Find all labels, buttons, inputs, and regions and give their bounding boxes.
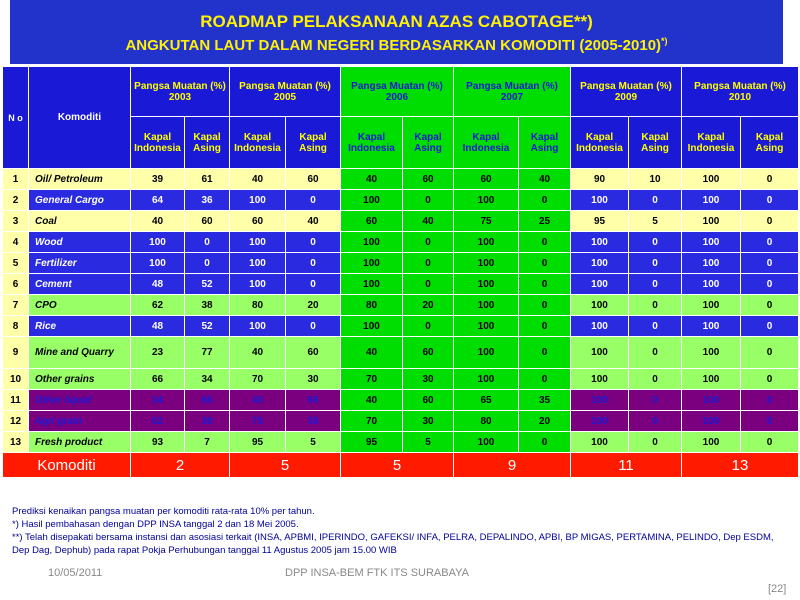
share-cell: 0: [741, 232, 799, 253]
table-row: [3, 232, 799, 253]
table-row: [3, 390, 799, 411]
share-cell: 0: [741, 190, 799, 211]
header-komoditi: Komoditi: [29, 67, 131, 169]
share-cell: 0: [741, 274, 799, 295]
share-cell: 0: [185, 232, 230, 253]
roadmap-table: [2, 66, 799, 478]
share-cell: 40: [230, 390, 286, 411]
share-cell: 0: [629, 411, 682, 432]
share-cell: 40: [403, 211, 454, 232]
share-cell: 100: [682, 274, 741, 295]
header-year-2005: Pangsa Muatan (%) 2005: [230, 67, 341, 117]
share-cell: 100: [230, 190, 286, 211]
commodity-name: General Cargo: [29, 190, 131, 211]
share-cell: 40: [286, 211, 341, 232]
share-cell: 0: [741, 390, 799, 411]
share-cell: 100: [230, 274, 286, 295]
share-cell: 38: [185, 295, 230, 316]
share-cell: 52: [185, 274, 230, 295]
table-row: [3, 316, 799, 337]
share-cell: 0: [519, 295, 571, 316]
share-cell: 100: [454, 232, 519, 253]
share-cell: 100: [682, 211, 741, 232]
share-cell: 0: [629, 390, 682, 411]
share-cell: 95: [571, 211, 629, 232]
share-cell: 38: [185, 411, 230, 432]
share-cell: 100: [454, 295, 519, 316]
share-cell: 0: [286, 274, 341, 295]
share-cell: 48: [131, 274, 185, 295]
summary-row: [3, 453, 799, 478]
commodity-name: CPO: [29, 295, 131, 316]
share-cell: 0: [741, 295, 799, 316]
share-cell: 100: [454, 432, 519, 453]
footer-date: 10/05/2011: [48, 567, 103, 579]
share-cell: 60: [403, 337, 454, 369]
share-cell: 0: [629, 337, 682, 369]
share-cell: 100: [230, 253, 286, 274]
share-cell: 10: [629, 169, 682, 190]
share-cell: 100: [230, 316, 286, 337]
share-cell: 0: [185, 253, 230, 274]
share-cell: 60: [286, 337, 341, 369]
share-cell: 0: [519, 232, 571, 253]
summary-value-2006: 5: [341, 453, 454, 478]
title-line2-sup: *): [661, 36, 668, 46]
share-cell: 40: [131, 211, 185, 232]
share-cell: 100: [454, 337, 519, 369]
sub-asing: Kapal Asing: [741, 117, 799, 169]
page-number: [22]: [768, 583, 787, 595]
table-row: [3, 369, 799, 390]
share-cell: 39: [131, 169, 185, 190]
share-cell: 25: [519, 211, 571, 232]
share-cell: 60: [454, 169, 519, 190]
share-cell: 100: [571, 253, 629, 274]
row-number: 5: [3, 253, 29, 274]
share-cell: 0: [629, 295, 682, 316]
summary-label: Komoditi: [3, 453, 131, 478]
share-cell: 70: [230, 369, 286, 390]
share-cell: 100: [454, 369, 519, 390]
share-cell: 30: [286, 411, 341, 432]
share-cell: 23: [131, 337, 185, 369]
row-number: 11: [3, 390, 29, 411]
share-cell: 0: [741, 316, 799, 337]
table-row: [3, 295, 799, 316]
share-cell: 34: [185, 369, 230, 390]
share-cell: 0: [519, 432, 571, 453]
sub-asing: Kapal Asing: [629, 117, 682, 169]
share-cell: 40: [230, 337, 286, 369]
commodity-name: Cement: [29, 274, 131, 295]
share-cell: 0: [629, 432, 682, 453]
share-cell: 0: [629, 190, 682, 211]
share-cell: 64: [131, 190, 185, 211]
commodity-name: Oil/ Petroleum: [29, 169, 131, 190]
share-cell: 0: [403, 316, 454, 337]
share-cell: 34: [131, 390, 185, 411]
share-cell: 40: [519, 169, 571, 190]
share-cell: 100: [682, 390, 741, 411]
commodity-name: Wood: [29, 232, 131, 253]
sub-indonesia: Kapal Indonesia: [230, 117, 286, 169]
table-row: [3, 211, 799, 232]
share-cell: 80: [230, 295, 286, 316]
share-cell: 100: [131, 232, 185, 253]
share-cell: 35: [519, 390, 571, 411]
share-cell: 100: [682, 232, 741, 253]
title-line1: ROADMAP PELAKSANAAN AZAS CABOTAGE**): [200, 12, 593, 31]
share-cell: 100: [682, 432, 741, 453]
sub-indonesia: Kapal Indonesia: [682, 117, 741, 169]
share-cell: 100: [682, 295, 741, 316]
share-cell: 0: [519, 274, 571, 295]
share-cell: 0: [403, 253, 454, 274]
share-cell: 100: [571, 274, 629, 295]
share-cell: 100: [682, 190, 741, 211]
share-cell: 7: [185, 432, 230, 453]
share-cell: 100: [341, 316, 403, 337]
sub-indonesia: Kapal Indonesia: [454, 117, 519, 169]
share-cell: 0: [286, 316, 341, 337]
row-number: 3: [3, 211, 29, 232]
share-cell: 100: [682, 369, 741, 390]
share-cell: 60: [185, 211, 230, 232]
share-cell: 90: [571, 169, 629, 190]
share-cell: 36: [185, 190, 230, 211]
share-cell: 0: [403, 190, 454, 211]
share-cell: 95: [341, 432, 403, 453]
commodity-name: Rice: [29, 316, 131, 337]
share-cell: 100: [682, 316, 741, 337]
share-cell: 100: [341, 232, 403, 253]
header-year-2007: Pangsa Muatan (%) 2007: [454, 67, 571, 117]
share-cell: 100: [341, 190, 403, 211]
share-cell: 52: [185, 316, 230, 337]
footer-center: DPP INSA-BEM FTK ITS SURABAYA: [285, 567, 469, 579]
share-cell: 0: [519, 190, 571, 211]
share-cell: 0: [629, 253, 682, 274]
sub-indonesia: Kapal Indonesia: [571, 117, 629, 169]
share-cell: 100: [571, 411, 629, 432]
share-cell: 100: [230, 232, 286, 253]
row-number: 12: [3, 411, 29, 432]
table-row: [3, 432, 799, 453]
note-1: Prediksi kenaikan pangsa muatan per komoditi rata-rata 10% per tahun.: [12, 506, 315, 517]
share-cell: 80: [454, 411, 519, 432]
row-number: 1: [3, 169, 29, 190]
row-number: 2: [3, 190, 29, 211]
share-cell: 0: [519, 337, 571, 369]
share-cell: 62: [131, 411, 185, 432]
share-cell: 0: [629, 274, 682, 295]
header-year-2006: Pangsa Muatan (%) 2006: [341, 67, 454, 117]
share-cell: 0: [629, 232, 682, 253]
share-cell: 66: [185, 390, 230, 411]
commodity-name: Fresh product: [29, 432, 131, 453]
table-row: [3, 411, 799, 432]
commodity-name: Agri grain: [29, 411, 131, 432]
share-cell: 100: [571, 369, 629, 390]
sub-indonesia: Kapal Indonesia: [341, 117, 403, 169]
share-cell: 70: [230, 411, 286, 432]
share-cell: 95: [230, 432, 286, 453]
share-cell: 0: [403, 232, 454, 253]
sub-asing: Kapal Asing: [185, 117, 230, 169]
share-cell: 61: [185, 169, 230, 190]
share-cell: 60: [230, 211, 286, 232]
share-cell: 62: [131, 295, 185, 316]
share-cell: 0: [286, 232, 341, 253]
share-cell: 100: [571, 337, 629, 369]
sub-indonesia: Kapal Indonesia: [131, 117, 185, 169]
share-cell: 48: [131, 316, 185, 337]
share-cell: 100: [454, 316, 519, 337]
share-cell: 0: [519, 316, 571, 337]
share-cell: 100: [571, 316, 629, 337]
share-cell: 0: [741, 369, 799, 390]
share-cell: 0: [519, 253, 571, 274]
share-cell: 80: [341, 295, 403, 316]
row-number: 13: [3, 432, 29, 453]
share-cell: 60: [403, 169, 454, 190]
share-cell: 0: [741, 337, 799, 369]
commodity-name: Other grains: [29, 369, 131, 390]
share-cell: 100: [571, 232, 629, 253]
share-cell: 100: [131, 253, 185, 274]
sub-asing: Kapal Asing: [286, 117, 341, 169]
share-cell: 70: [341, 369, 403, 390]
share-cell: 20: [286, 295, 341, 316]
share-cell: 100: [682, 169, 741, 190]
share-cell: 0: [286, 253, 341, 274]
footnotes: [12, 505, 792, 557]
share-cell: 100: [571, 190, 629, 211]
summary-value-2010: 13: [682, 453, 799, 478]
slide-title: [10, 0, 783, 64]
share-cell: 60: [403, 390, 454, 411]
share-cell: 100: [341, 274, 403, 295]
commodity-name: Mine and Quarry: [29, 337, 131, 369]
share-cell: 100: [571, 295, 629, 316]
share-cell: 100: [454, 253, 519, 274]
share-cell: 100: [682, 253, 741, 274]
share-cell: 20: [519, 411, 571, 432]
header-year-2010: Pangsa Muatan (%) 2010: [682, 67, 799, 117]
share-cell: 40: [230, 169, 286, 190]
share-cell: 0: [403, 274, 454, 295]
summary-value-2005: 5: [230, 453, 341, 478]
header-no: N o: [3, 67, 29, 169]
share-cell: 40: [341, 390, 403, 411]
share-cell: 100: [682, 337, 741, 369]
share-cell: 0: [741, 411, 799, 432]
title-line2-text: ANGKUTAN LAUT DALAM NEGERI BERDASARKAN KOMODITI (2005-2010): [125, 37, 662, 54]
share-cell: 70: [341, 411, 403, 432]
header-year-2003: Pangsa Muatan (%) 2003: [131, 67, 230, 117]
share-cell: 100: [454, 274, 519, 295]
table-row: [3, 274, 799, 295]
share-cell: 0: [741, 432, 799, 453]
share-cell: 30: [403, 369, 454, 390]
row-number: 10: [3, 369, 29, 390]
title-line2: [10, 36, 783, 54]
note-2: *) Hasil pembahasan dengan DPP INSA tanggal 2 dan 18 Mei 2005.: [12, 519, 299, 530]
row-number: 7: [3, 295, 29, 316]
row-number: 6: [3, 274, 29, 295]
share-cell: 30: [286, 369, 341, 390]
share-cell: 75: [454, 211, 519, 232]
table-row: [3, 169, 799, 190]
row-number: 9: [3, 337, 29, 369]
share-cell: 100: [341, 253, 403, 274]
commodity-name: Fertilizer: [29, 253, 131, 274]
share-cell: 30: [403, 411, 454, 432]
table-row: [3, 190, 799, 211]
row-number: 4: [3, 232, 29, 253]
share-cell: 0: [629, 316, 682, 337]
share-cell: 60: [341, 211, 403, 232]
summary-value-2007: 9: [454, 453, 571, 478]
share-cell: 0: [741, 169, 799, 190]
share-cell: 100: [454, 190, 519, 211]
header-year-2009: Pangsa Muatan (%) 2009: [571, 67, 682, 117]
table-row: [3, 337, 799, 369]
share-cell: 5: [629, 211, 682, 232]
table-row: [3, 253, 799, 274]
share-cell: 100: [682, 411, 741, 432]
share-cell: 66: [131, 369, 185, 390]
share-cell: 100: [571, 432, 629, 453]
share-cell: 5: [403, 432, 454, 453]
share-cell: 0: [519, 369, 571, 390]
table-body: [3, 169, 799, 453]
share-cell: 77: [185, 337, 230, 369]
share-cell: 20: [403, 295, 454, 316]
sub-asing: Kapal Asing: [519, 117, 571, 169]
share-cell: 0: [286, 190, 341, 211]
share-cell: 0: [741, 253, 799, 274]
sub-asing: Kapal Asing: [403, 117, 454, 169]
share-cell: 93: [131, 432, 185, 453]
commodity-name: Coal: [29, 211, 131, 232]
share-cell: 5: [286, 432, 341, 453]
share-cell: 0: [741, 211, 799, 232]
summary-value-2003: 2: [131, 453, 230, 478]
share-cell: 40: [341, 169, 403, 190]
share-cell: 40: [341, 337, 403, 369]
row-number: 8: [3, 316, 29, 337]
share-cell: 100: [571, 390, 629, 411]
share-cell: 60: [286, 169, 341, 190]
commodity-name: Other liquid: [29, 390, 131, 411]
share-cell: 65: [454, 390, 519, 411]
share-cell: 0: [629, 369, 682, 390]
note-3: **) Telah disepakati bersama instansi dan asosiasi terkait (INSA, APBMI, IPERINDO, GAFEKSI/ INFA, PELRA, DEPALINDO, APBI, BP MIGAS, PERTAMINA, PELINDO, Dep ESDM, Dep Dag, Dephub) pada rapat Pokja Perhubungan tanggal 11 Agustus 2005 jam 15.00 WIB: [12, 532, 774, 556]
share-cell: 60: [286, 390, 341, 411]
summary-value-2009: 11: [571, 453, 682, 478]
